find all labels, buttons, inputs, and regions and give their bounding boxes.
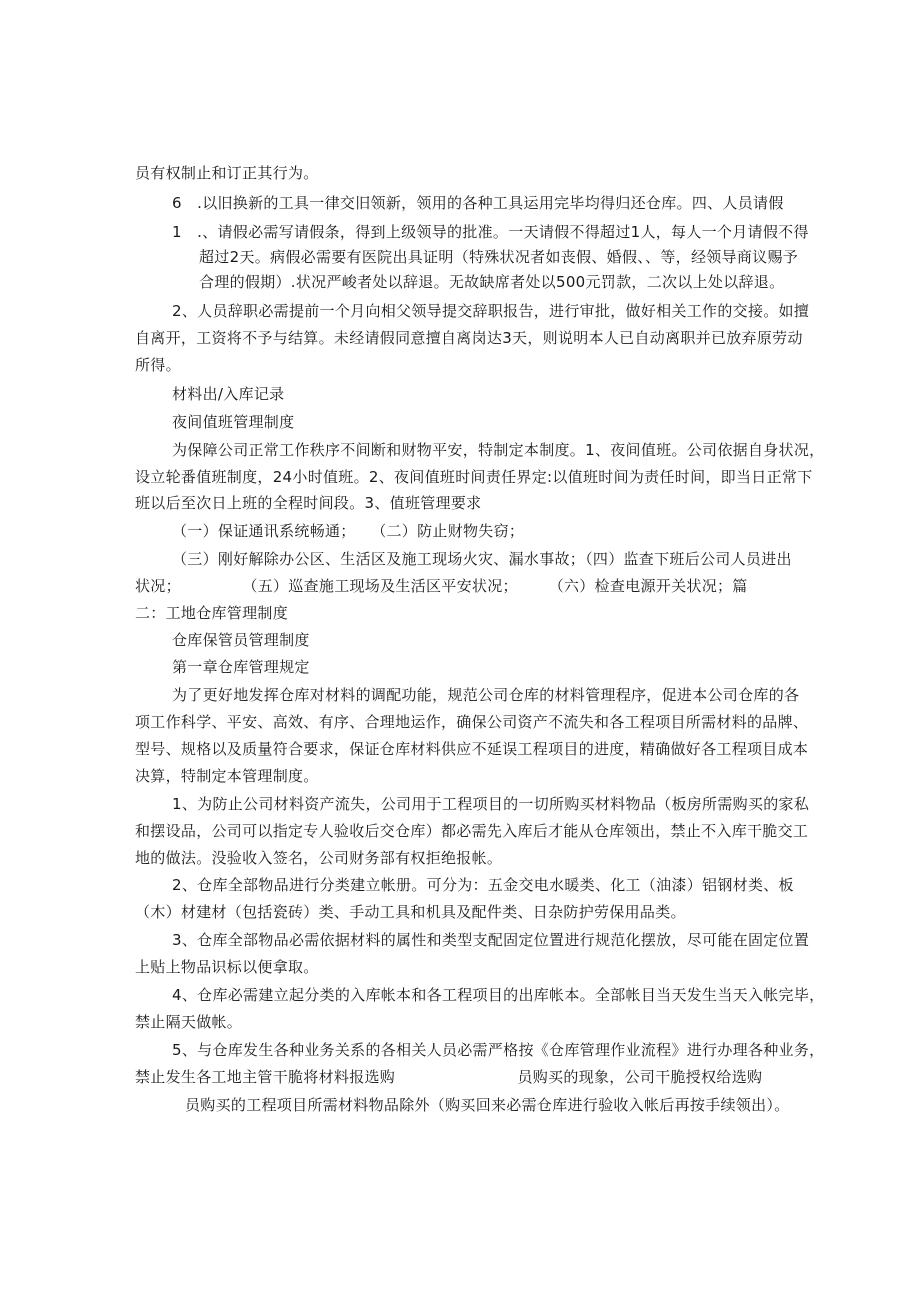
text-line: 员有权制止和订正其行为。 bbox=[135, 164, 319, 182]
text-line: 和摆设品，公司可以指定专人验收后交仓库）都必需先入库后才能从仓库领出，禁止不入库干脆交工 bbox=[135, 822, 809, 840]
text-line: 为了更好地发挥仓库对材料的调配功能，规范公司仓库的材料管理程序，促进本公司仓库的各 bbox=[172, 686, 800, 704]
text-line: 禁止隔天做帐。 bbox=[135, 1013, 243, 1031]
text-line: 决算，特制定本管理制度。 bbox=[135, 767, 319, 785]
text-line: 二：工地仓库管理制度 bbox=[135, 604, 289, 622]
text-line: 2、仓库全部物品进行分类建立帐册。可分为：五金交电水暖类、化工（油漆）铝钢材类、板 bbox=[172, 876, 794, 894]
text-line: 所得。 bbox=[135, 356, 181, 374]
text-line: 第一章仓库管理规定 bbox=[172, 658, 310, 676]
text-line: 仓库保管员管理制度 bbox=[172, 631, 310, 649]
text-line: 3、仓库全部物品必需依据材料的属性和类型支配固定位置进行规范化摆放，尽可能在固定位置 bbox=[172, 931, 810, 949]
text-line: 4、仓库必需建立起分类的入库帐本和各工程项目的出库帐本。全部帐目当天发生当天入帐完毕， bbox=[172, 986, 825, 1004]
text-line: 2、人员辞职必需提前一个月向相父领导提交辞职报告，进行审批，做好相关工作的交接。如擅 bbox=[172, 302, 810, 320]
text-line: 员购买的工程项目所需材料物品除外（购买回来必需仓库进行验收入帐后再按手续领出）。 bbox=[185, 1096, 790, 1114]
text-line: 材料出/入库记录 bbox=[172, 385, 285, 403]
text-line: 6 .以旧换新的工具一律交旧领新，领用的各种工具运用完毕均得归还仓库。四、人员请假 bbox=[172, 194, 784, 212]
text-line: 5、与仓库发生各种业务关系的各相关人员必需严格按《仓库管理作业流程》进行办理各种业务， bbox=[172, 1041, 825, 1059]
text-line: 项工作科学、平安、高效、有序、合理地运作，确保公司资产不流失和各工程项目所需材料的品牌、 bbox=[135, 713, 809, 731]
text-line: 1 .、请假必需写请假条，得到上级领导的批准。一天请假不得超过1人，每人一个月请假不得 bbox=[172, 223, 809, 241]
text-line: 禁止发生各工地主管干脆将材料报选购 员购买的现象，公司干脆授权给选购 bbox=[135, 1068, 763, 1086]
text-line: 状况； （五）巡查施工现场及生活区平安状况； （六）检查电源开关状况；篇 bbox=[135, 577, 748, 595]
text-line: 超过2天。病假必需要有医院出具证明（特殊状况者如丧假、婚假、、等，经领导商议赐予 bbox=[199, 248, 799, 266]
text-line: 地的做法。没验收入签名，公司财务部有权拒绝报帐。 bbox=[135, 849, 503, 867]
text-line: 1、为防止公司材料资产流失，公司用于工程项目的一切所购买材料物品（板房所需购买的家私 bbox=[172, 795, 810, 813]
text-line: 合理的假期）.状况严峻者处以辞退。无故缺席者处以500元罚款，二次以上处以辞退。 bbox=[199, 273, 785, 291]
text-line: 班以后至次日上班的全程时间段。3、值班管理要求 bbox=[135, 494, 482, 512]
text-line: 设立轮番值班制度，24小时值班。2、夜间值班时间责任界定:以值班时间为责任时间，即当日正常下 bbox=[135, 468, 813, 486]
text-line: 夜间值班管理制度 bbox=[172, 413, 295, 431]
text-line: 为保障公司正常工作秩序不间断和财物平安，特制定本制度。1、夜间值班。公司依据自身状况， bbox=[172, 441, 825, 459]
text-line: （三）刚好解除办公区、生活区及施工现场火灾、漏水事故；（四）监查下班后公司人员进出 bbox=[172, 550, 792, 568]
text-line: 上贴上物品识标以便拿取。 bbox=[135, 958, 319, 976]
text-line: 自离开，工资将不予与结算。未经请假同意擅自离岗达3天，则说明本人已自动离职并已放弃原劳动 bbox=[135, 329, 803, 347]
text-line: （一）保证通讯系统畅通； （二）防止财物失窃； bbox=[172, 522, 525, 540]
text-line: （木）材建材（包括瓷砖）类、手动工具和机具及配件类、日杂防护劳保用品类。 bbox=[135, 903, 686, 921]
text-line: 型号、规格以及质量符合要求，保证仓库材料供应不延误工程项目的进度，精确做好各工程项目成本 bbox=[135, 740, 809, 758]
